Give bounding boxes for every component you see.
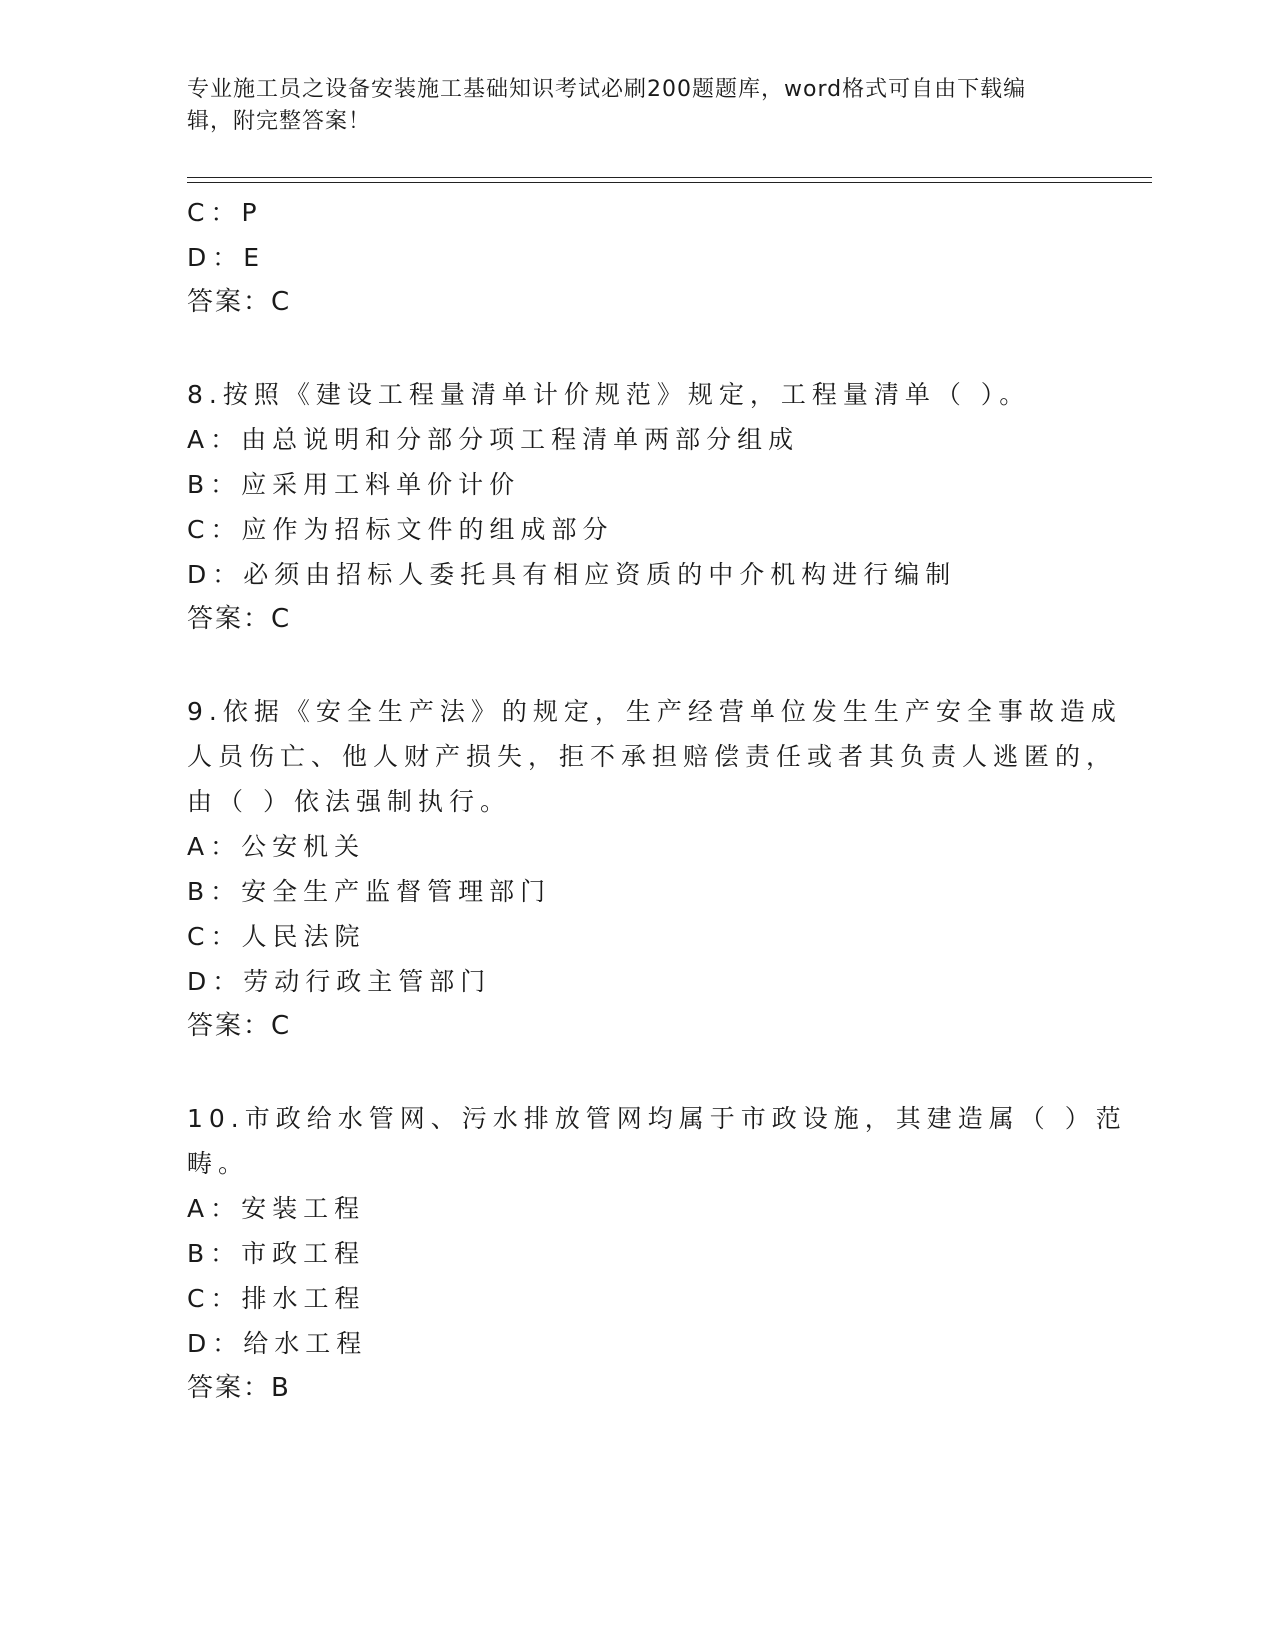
- option-a: A：安装工程: [187, 1194, 366, 1223]
- question-text-line-1: 9.依据《安全生产法》的规定，生产经营单位发生生产安全事故造成: [187, 697, 1122, 726]
- option-d: D：必须由招标人委托具有相应资质的中介机构进行编制: [187, 560, 957, 589]
- option-d: D：劳动行政主管部门: [187, 967, 492, 996]
- question-10: [187, 1096, 1127, 1411]
- option-c: C：应作为招标文件的组成部分: [187, 515, 614, 544]
- option-b: B：应采用工料单价计价: [187, 470, 521, 499]
- option-d: D：E: [187, 243, 266, 272]
- option-b: B：安全生产监督管理部门: [187, 877, 552, 906]
- option-c: C：P: [187, 198, 263, 227]
- header-divider-bottom: [187, 182, 1152, 183]
- option-c: C：人民法院: [187, 922, 366, 951]
- question-text-line-2: 人员伤亡、他人财产损失，拒不承担赔偿责任或者其负责人逃匿的，: [187, 742, 1118, 771]
- question-text-line-1: 10.市政给水管网、污水排放管网均属于市政设施，其建造属（ ）范: [187, 1104, 1127, 1133]
- answer-line: 答案：C: [187, 287, 292, 317]
- option-c: C：排水工程: [187, 1284, 366, 1313]
- answer-line: 答案：B: [187, 1373, 291, 1403]
- option-b: B：市政工程: [187, 1239, 366, 1268]
- answer-line: 答案：C: [187, 1011, 292, 1041]
- question-text-line-2: 畴。: [187, 1149, 250, 1178]
- option-a: A：公安机关: [187, 832, 366, 861]
- question-9: [187, 689, 1122, 1049]
- question-text-line-3: 由（ ）依法强制执行。: [187, 787, 511, 816]
- option-d: D：给水工程: [187, 1329, 368, 1358]
- header-divider-top: [187, 177, 1152, 178]
- document-header: 专业施工员之设备安装施工基础知识考试必刷200题题库，word格式可自由下载编辑，附完整答案！: [187, 77, 1027, 134]
- answer-line: 答案：C: [187, 604, 292, 634]
- document-body: [187, 190, 1127, 1411]
- question-8: [187, 372, 1087, 642]
- question-7-continued: [187, 190, 1087, 325]
- option-a: A：由总说明和分部分项工程清单两部分组成: [187, 425, 800, 454]
- question-text: 8.按照《建设工程量清单计价规范》规定，工程量清单（ ）。: [187, 380, 1031, 409]
